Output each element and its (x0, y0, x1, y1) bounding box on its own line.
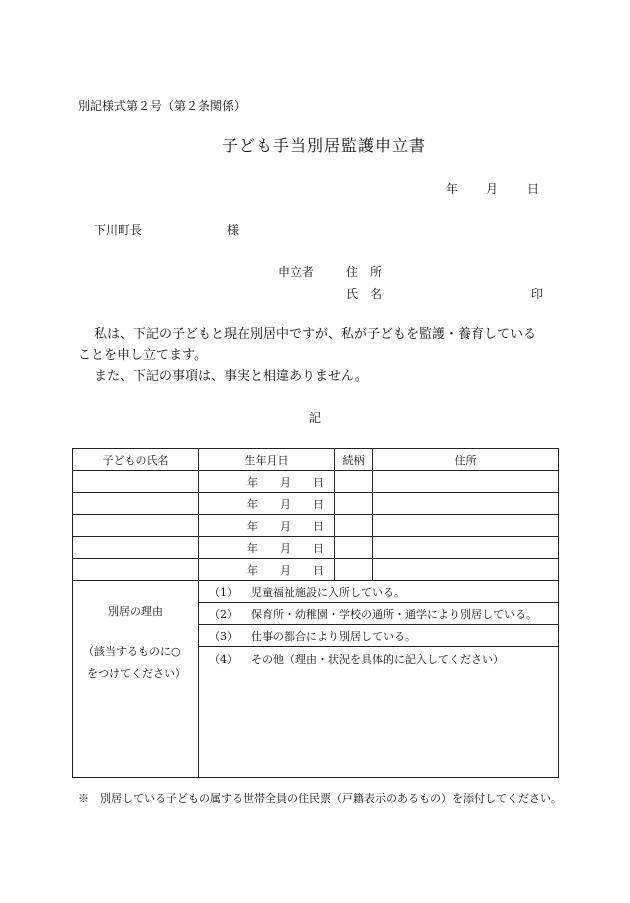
document-title: 子ども手当別居監護申立書 (222, 136, 427, 155)
table-row (73, 515, 559, 537)
addressee-name: 下川町長 (94, 223, 143, 237)
child-name-cell[interactable] (73, 559, 199, 581)
footer-note: ※ 別居している子どもの属する世帯全員の住民票（戸籍表示のあるもの）を添付してください。 (78, 792, 562, 805)
child-name-cell[interactable] (73, 471, 199, 493)
birthdate-cell[interactable] (199, 559, 335, 581)
header-address: 住所 (373, 449, 559, 471)
address-cell[interactable] (373, 515, 559, 537)
reason-number: （3） (209, 629, 238, 643)
table-row (73, 471, 559, 493)
address-cell[interactable] (373, 471, 559, 493)
reason-option-2[interactable] (199, 603, 559, 625)
child-name-cell[interactable] (73, 493, 199, 515)
table-row (73, 493, 559, 515)
reason-number: （2） (209, 607, 238, 621)
applicant-label: 申立者 (278, 265, 315, 279)
addressee-suffix: 様 (227, 223, 240, 237)
reason-label-cell (73, 581, 199, 778)
birthdate-cell[interactable] (199, 537, 335, 559)
table-row (73, 537, 559, 559)
reason-note-line-1: （該当するものに○ (83, 645, 181, 658)
child-name-cell[interactable] (73, 537, 199, 559)
address-cell[interactable] (373, 493, 559, 515)
header-relationship: 続柄 (335, 449, 373, 471)
reason-title: 別居の理由 (108, 605, 163, 618)
table-row (73, 559, 559, 581)
applicant-address-label: 住 所 (346, 265, 383, 279)
reason-row (73, 581, 559, 603)
date-year-label: 年 (446, 182, 459, 196)
address-cell[interactable] (373, 537, 559, 559)
year-label: 年 (247, 519, 258, 533)
month-label: 月 (280, 563, 291, 577)
relationship-cell[interactable] (335, 559, 373, 581)
day-label: 日 (313, 541, 324, 555)
address-cell[interactable] (373, 559, 559, 581)
month-label: 月 (280, 475, 291, 489)
year-label: 年 (247, 475, 258, 489)
reason-note-line-2: をつけてください） (87, 667, 186, 680)
birthdate-cell[interactable] (199, 515, 335, 537)
reason-option-4[interactable] (199, 647, 559, 778)
reason-text: その他（理由・状況を具体的に記入してください） (251, 653, 504, 666)
month-label: 月 (280, 497, 291, 511)
reason-text: 児童福祉施設に入所している。 (251, 585, 405, 599)
day-label: 日 (313, 563, 324, 577)
day-label: 日 (313, 519, 324, 533)
date-day-label: 日 (527, 182, 540, 196)
children-table (72, 448, 559, 778)
reason-text: 保育所・幼稚園・学校の通所・通学により別居している。 (251, 607, 537, 621)
relationship-cell[interactable] (335, 515, 373, 537)
relationship-cell[interactable] (335, 537, 373, 559)
body-line-3: また、下記の事項は、事実と相違ありません。 (94, 369, 368, 384)
reason-option-3[interactable] (199, 625, 559, 647)
reason-text: 仕事の都合により別居している。 (251, 629, 416, 643)
body-line-1: 私は、下記の子どもと現在別居中ですが、私が子どもを監護・養育している (94, 327, 537, 342)
header-birthdate: 生年月日 (199, 449, 335, 471)
relationship-cell[interactable] (335, 493, 373, 515)
year-label: 年 (247, 497, 258, 511)
applicant-name-label: 氏 名 (346, 287, 383, 301)
ki-heading: 記 (309, 411, 322, 425)
reason-number: （4） (209, 653, 238, 666)
relationship-cell[interactable] (335, 471, 373, 493)
form-number: 別記様式第２号（第２条関係） (78, 99, 247, 113)
day-label: 日 (313, 475, 324, 489)
body-line-2: ことを申し立てます。 (78, 348, 207, 363)
birthdate-cell[interactable] (199, 471, 335, 493)
month-label: 月 (280, 541, 291, 555)
header-child-name: 子どもの氏名 (73, 449, 199, 471)
year-label: 年 (247, 563, 258, 577)
month-label: 月 (280, 519, 291, 533)
date-month-label: 月 (486, 182, 499, 196)
birthdate-cell[interactable] (199, 493, 335, 515)
table-header-row (73, 449, 559, 471)
reason-option-1[interactable] (199, 581, 559, 603)
year-label: 年 (247, 541, 258, 555)
child-name-cell[interactable] (73, 515, 199, 537)
reason-number: （1） (209, 585, 238, 599)
day-label: 日 (313, 497, 324, 511)
seal-mark: 印 (531, 287, 544, 301)
